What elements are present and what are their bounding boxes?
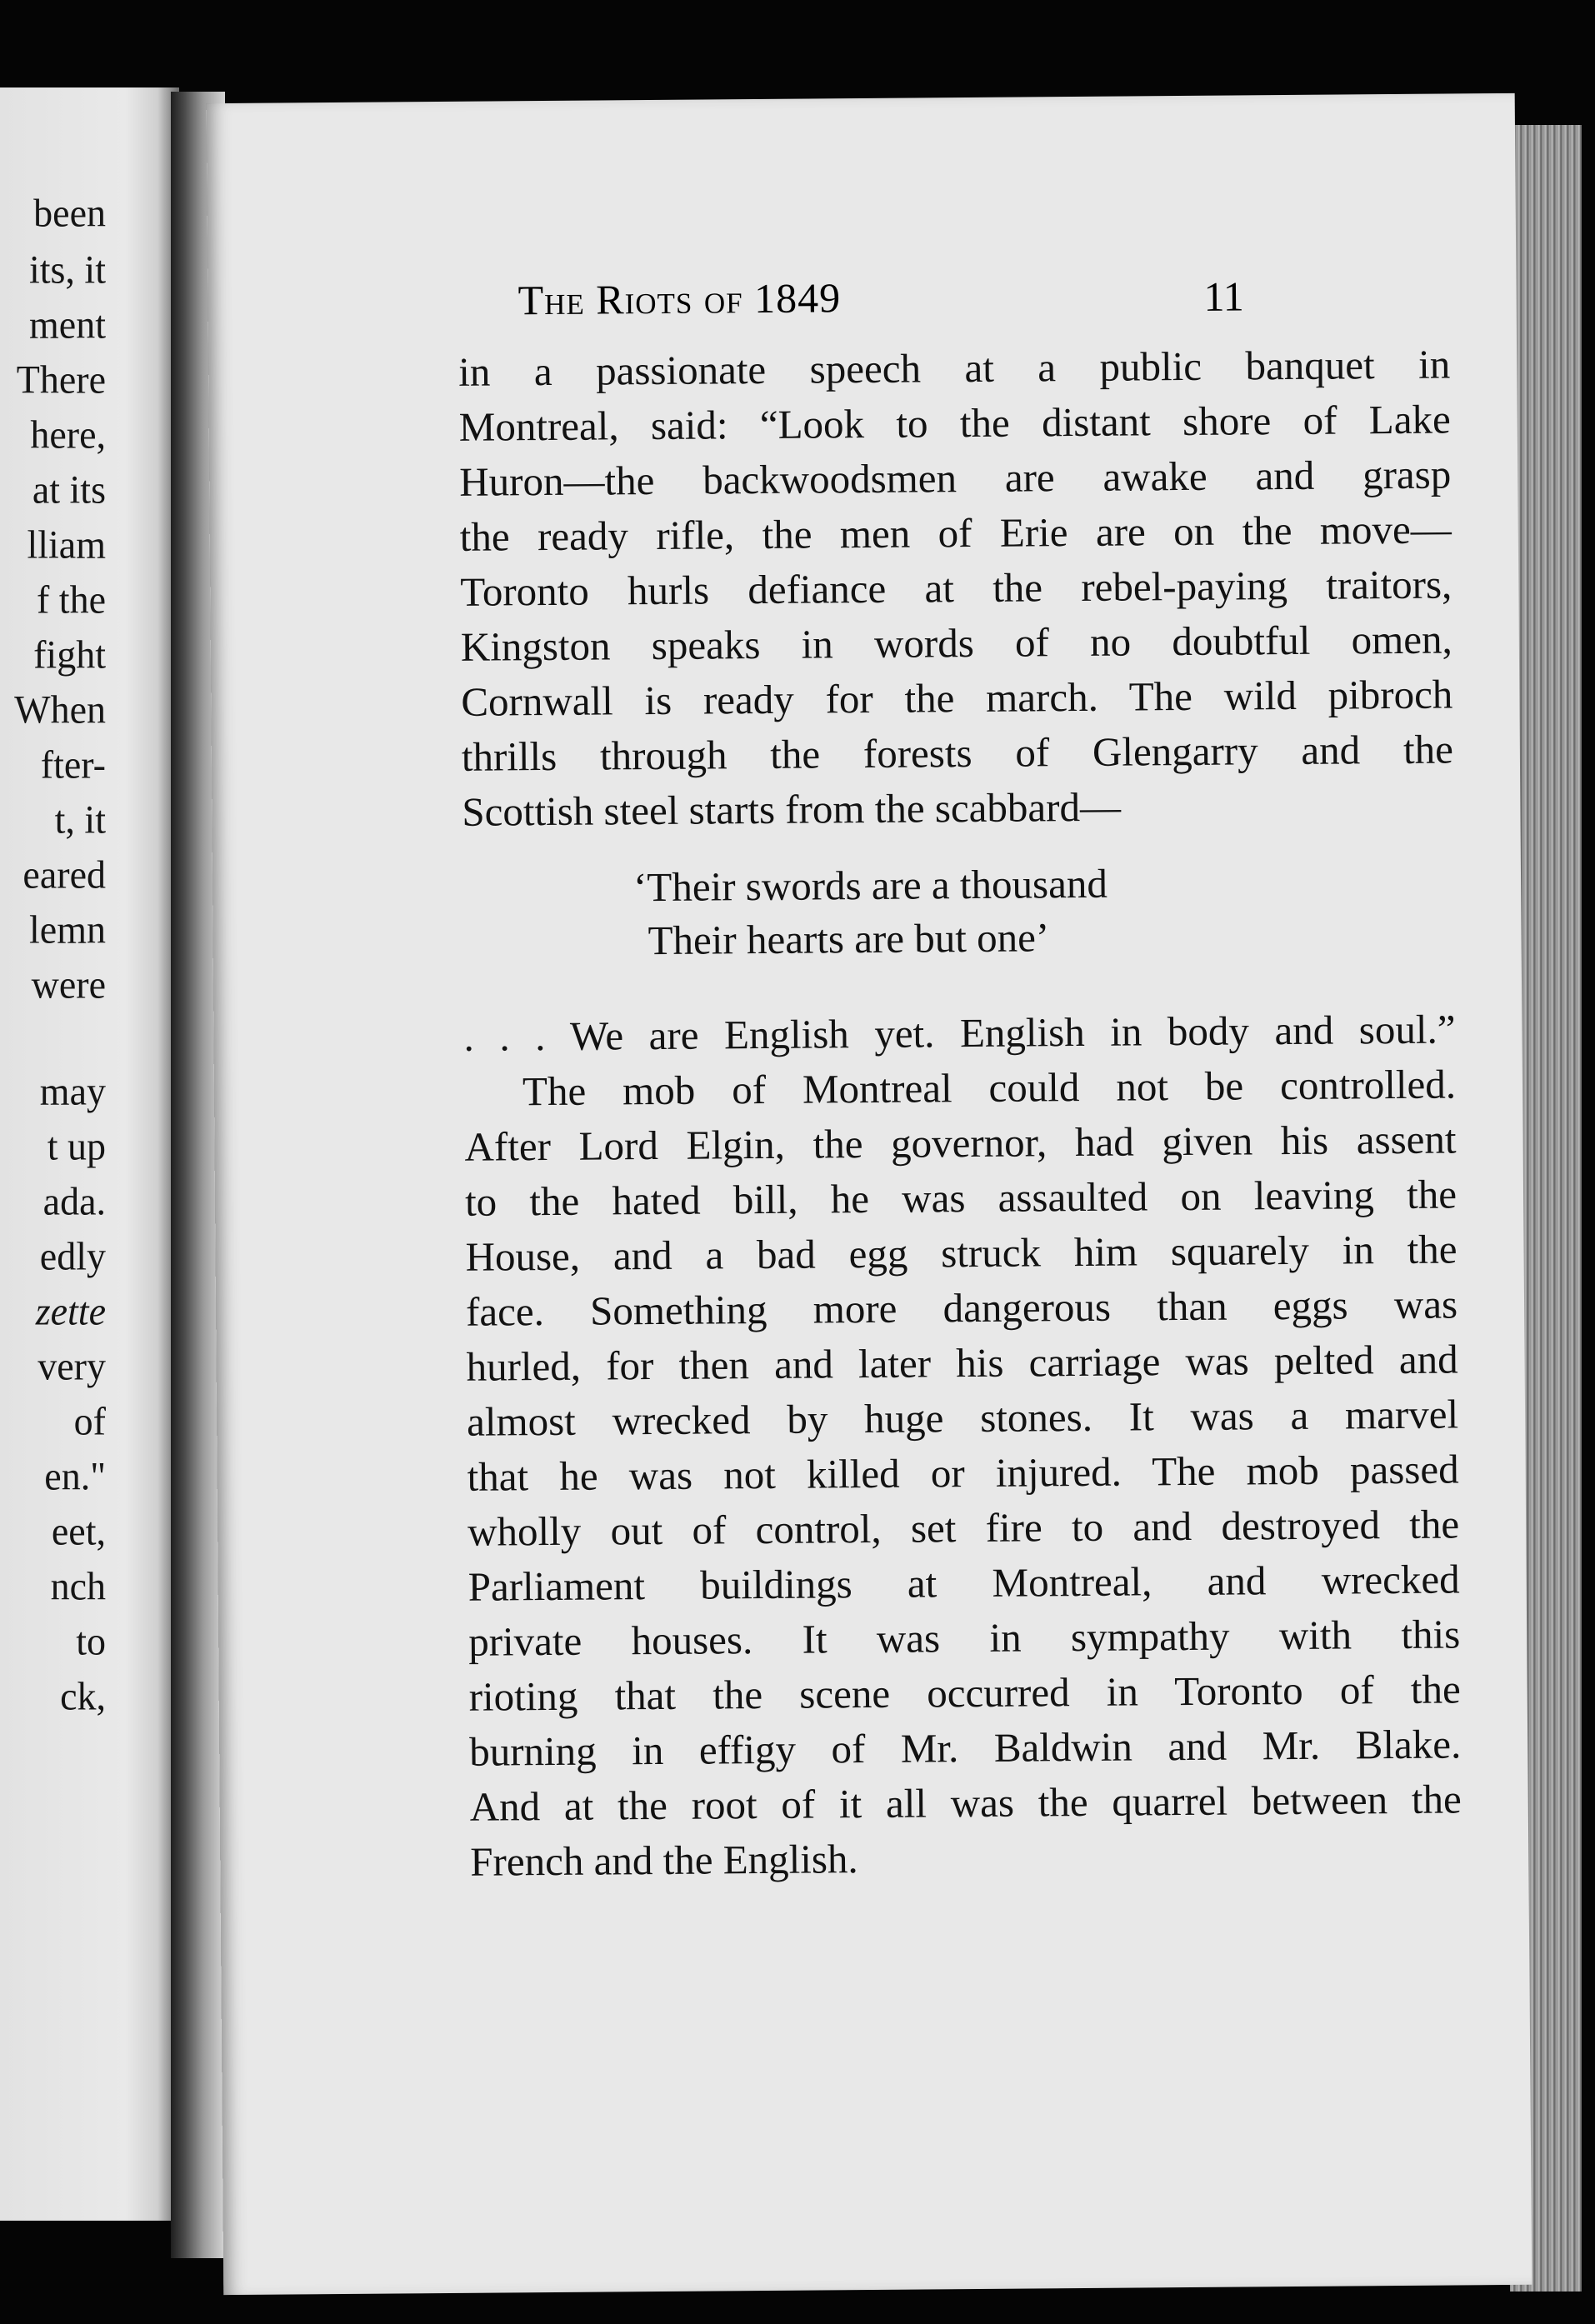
text-line: Scottish steel starts from the scabbard— (462, 783, 1122, 835)
text-line: After Lord Elgin, the governor, had given his assent (464, 1116, 1457, 1170)
facing-page-line: t, it (54, 797, 106, 842)
text-line: private houses. It was in sympathy with this (468, 1611, 1461, 1665)
text-line: House, and a bad egg struck him squarely in the (465, 1226, 1458, 1280)
facing-page-line: at its (32, 467, 106, 512)
text-line: the ready rifle, the men of Erie are on the move— (459, 506, 1452, 560)
text-line: Kingston speaks in words of no doubtful omen, (460, 616, 1453, 670)
text-line: French and the English. (470, 1836, 858, 1885)
facing-page-line: eet, (51, 1508, 106, 1553)
facing-page-line: of (73, 1398, 106, 1443)
verse-line: Their hearts are but one’ (648, 914, 1050, 964)
text-line: Montreal, said: “Look to the distant shore of Lake (458, 396, 1451, 450)
text-line: rioting that the scene occurred in Toronto of the (468, 1666, 1461, 1720)
text-line: almost wrecked by huge stones. It was a marvel (466, 1391, 1459, 1445)
facing-page-line: very (38, 1343, 106, 1388)
text-line: burning in effigy of Mr. Baldwin and Mr. Blake. (469, 1721, 1462, 1775)
facing-page-line: fight (33, 632, 106, 677)
facing-page-line: f the (36, 577, 106, 622)
text-line: . . . We are English yet. English in body and soul.” (463, 1006, 1456, 1060)
text-line: hurled, for then and later his carriage was pelted and (466, 1336, 1458, 1390)
facing-page-line: ment (29, 302, 106, 347)
facing-page-line: eared (22, 852, 106, 897)
facing-page-line: lliam (27, 522, 106, 567)
facing-page-line: to (76, 1618, 106, 1663)
facing-page-line: zette (35, 1288, 106, 1333)
verse-line: ‘Their swords are a thousand (632, 860, 1108, 911)
facing-page-line: been (33, 190, 106, 235)
text-line: Cornwall is ready for the march. The wild pibroch (461, 671, 1453, 725)
facing-page-line: edly (39, 1233, 106, 1278)
running-head: The Riots of 1849 (518, 274, 842, 324)
facing-page-line: When (14, 687, 106, 732)
facing-page-line: may (39, 1068, 106, 1113)
text-line: Toronto hurls defiance at the rebel-paying traitors, (460, 561, 1452, 615)
facing-page-line: here, (30, 412, 106, 457)
facing-page-line: nch (50, 1563, 106, 1608)
text-line: Parliament buildings at Montreal, and wrecked (468, 1556, 1460, 1610)
text-line: wholly out of control, set fire to and destroyed the (467, 1501, 1460, 1555)
facing-page-line: ck, (60, 1673, 106, 1718)
facing-page-line: lemn (29, 907, 106, 952)
text-line: thrills through the forests of Glengarry and the (461, 726, 1454, 780)
facing-page-line: its, it (28, 247, 106, 292)
facing-page-line: fter- (40, 742, 106, 787)
text-line: And at the root of it all was the quarrel between the (469, 1776, 1462, 1830)
facing-page-fragment (0, 87, 179, 2221)
text-line: to the hated bill, he was assaulted on leaving the (464, 1171, 1458, 1225)
book-page (207, 93, 1532, 2295)
facing-page-line: t up (47, 1123, 106, 1168)
facing-page-line: ada. (42, 1178, 106, 1223)
text-line: Huron—the backwoodsmen are awake and grasp (459, 451, 1452, 505)
text-line: that he was not killed or injured. The mob passed (467, 1446, 1459, 1500)
facing-page-line: en." (44, 1453, 106, 1498)
text-line: The mob of Montreal could not be controlled. (522, 1061, 1457, 1115)
facing-page-line: There (16, 357, 106, 402)
facing-page-line: were (31, 962, 106, 1007)
page-number: 11 (1203, 272, 1244, 320)
text-line: face. Something more dangerous than eggs was (465, 1281, 1458, 1335)
text-line: in a passionate speech at a public banquet in (458, 341, 1451, 395)
